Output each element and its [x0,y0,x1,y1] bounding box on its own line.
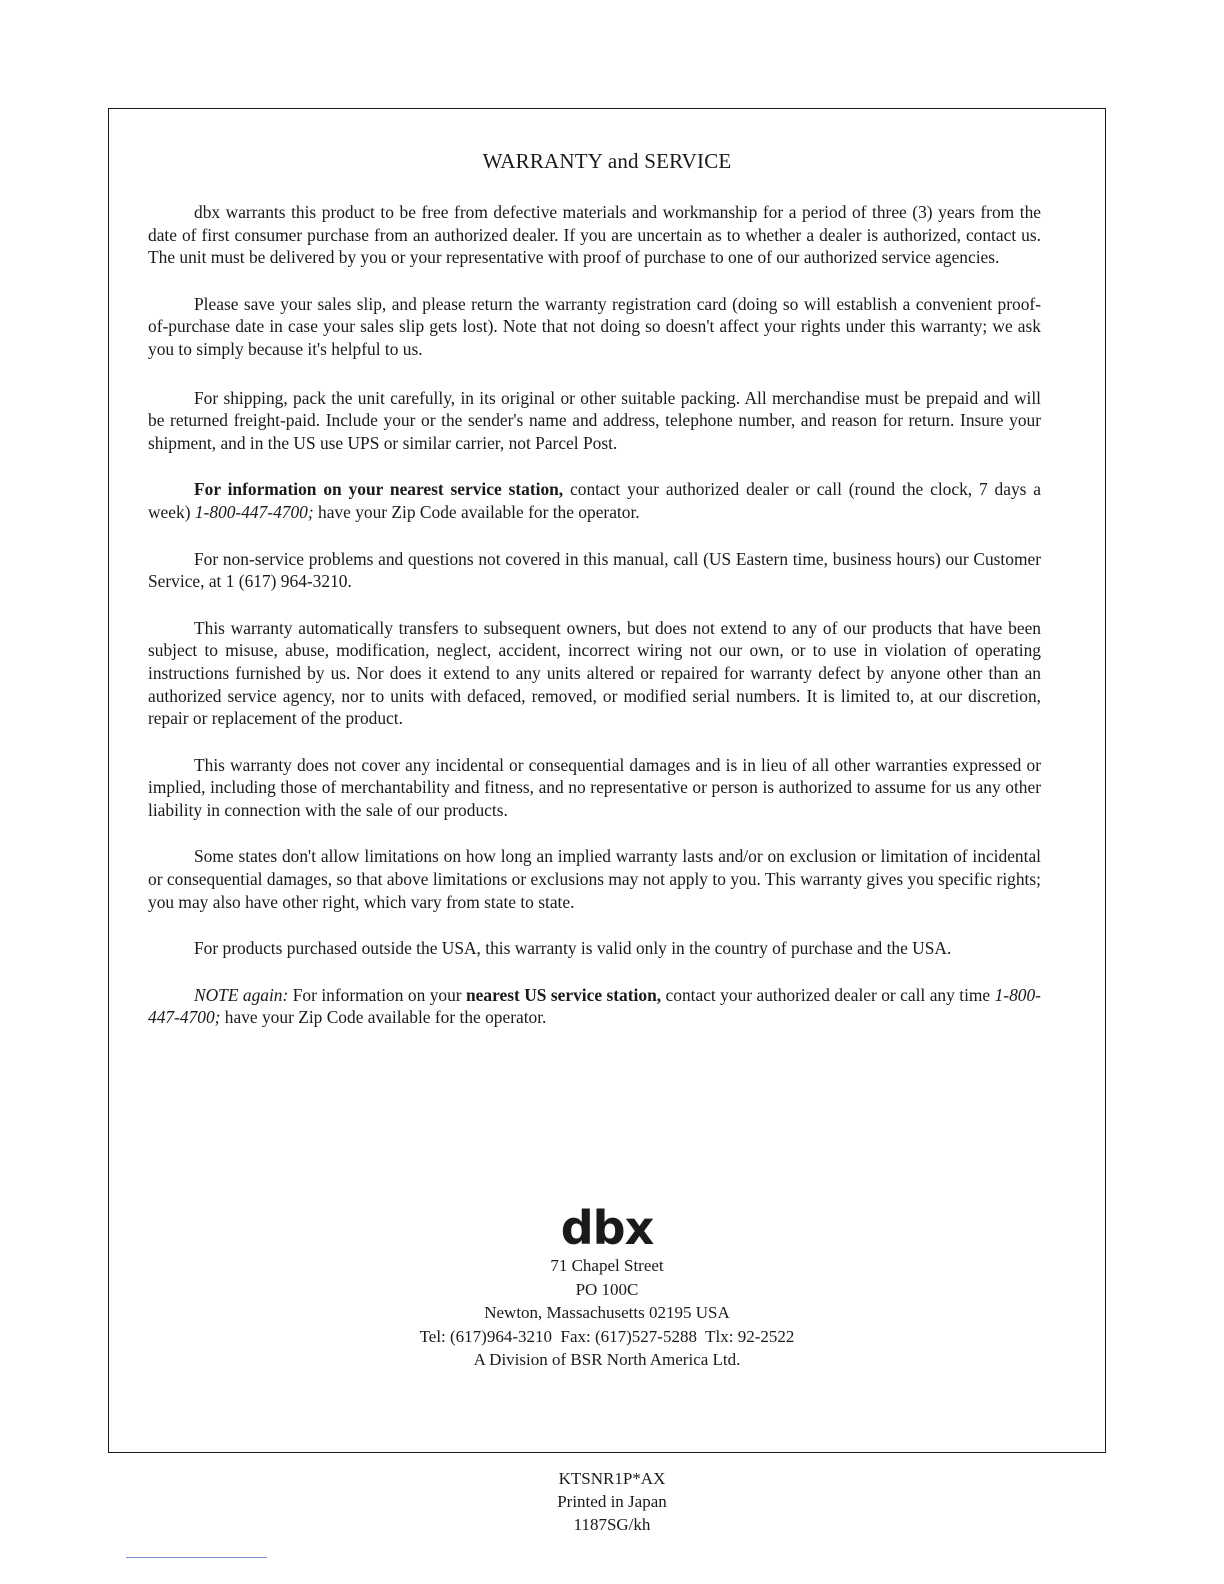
warranty-body [148,201,1041,1053]
paragraph-sales-slip: Please save your sales slip, and please return the warranty registration card (doing so will establish a convenient proof-of-purchase date in case your sales slip gets lost). Note that not doing so doesn't affect your rights under this warranty; we ask you to simply because it's helpful to us. [148,293,1041,359]
paragraph-service-station [148,478,1041,523]
address-contact: Tel: (617)964-3210 Fax: (617)527-5288 Tlx: 92-2522 [419,1326,795,1346]
paragraph-state-limits: Some states don't allow limitations on how long an implied warranty lasts and/or on exclusion or limitation of incidental or consequential damages, so that above limitations or exclusions may not apply to you. This warranty gives you specific rights; you may also have other right, which vary from state to state. [148,846,1041,912]
paragraph-customer-service: For non-service problems and questions not covered in this manual, call (US Eastern time, business hours) our Customer Service, at 1 (617) 964-3210. [148,548,1041,592]
phone-number: 1-800-447-4700; [194,501,314,522]
address-division: A Division of BSR North America Ltd. [473,1350,741,1369]
note-again-label: NOTE again: [194,984,289,1005]
company-address-block [109,1201,1105,1372]
page-title: WARRANTY and SERVICE [482,149,732,173]
service-station-text-a: contact your authorized dealer or call (round the clock, 7 days a week) [148,479,1042,522]
paragraph-note-again [148,984,1041,1029]
footer-batch: 1187SG/kh [573,1515,651,1534]
address-street: 71 Chapel Street [550,1256,664,1275]
footer-code: KTSNR1P*AX [558,1469,666,1488]
footer-printed: Printed in Japan [557,1492,667,1511]
paragraph-shipping: For shipping, pack the unit carefully, in its original or other suitable packing. All merchandise must be prepaid and will be returned freight-paid. Include your or the sender's name and address, telephone number, and reason for return. Insure your shipment, and in the US use UPS or similar carrier, not Parcel Post. [148,387,1041,453]
note-phone-number: 1-800-447-4700; [148,984,1041,1028]
paragraph-warranty-period: dbx warrants this product to be free from defective materials and workmanship for a period of three (3) years from the date of first consumer purchase from an authorized dealer. If you are uncertain as to whether a dealer is authorized, contact us. The unit must be delivered by you or your representative with proof of purchase to one of our authorized service agencies. [148,202,1041,268]
note-text-c: have your Zip Code available for the operator. [220,1007,547,1028]
service-station-bold: For information on your nearest service station, [194,479,564,500]
scan-edge-line [126,1557,267,1558]
service-station-text-b: have your Zip Code available for the operator. [313,501,640,522]
print-footer [0,1467,1224,1536]
dbx-logo: dbx [560,1201,654,1255]
warranty-frame [108,108,1106,1453]
note-bold: nearest US service station, [466,984,662,1005]
address-po: PO 100C [575,1279,639,1299]
paragraph-outside-usa: For products purchased outside the USA, this warranty is valid only in the country of purchase and the USA. [194,938,952,959]
address-city: Newton, Massachusetts 02195 USA [484,1303,730,1322]
paragraph-damages: This warranty does not cover any incidental or consequential damages and is in lieu of all other warranties expressed or implied, including those of merchantability and fitness, and no representative or person is authorized to assume for us any other liability in connection with the sale of our products. [148,754,1041,820]
paragraph-transfer: This warranty automatically transfers to subsequent owners, but does not extend to any of our products that have been subject to misuse, abuse, modification, neglect, accident, incorrect wiring not our own, or to use in violation of operating instructions furnished by us. Nor does it extend to any units altered or repaired for warranty defect by anyone other than an authorized service agency, nor to units with defaced, removed, or modified serial numbers. It is limited to, at our discretion, repair or replacement of the product. [148,617,1041,729]
note-text-a: For information on your [288,984,467,1005]
note-text-b: contact your authorized dealer or call any time [661,984,995,1005]
